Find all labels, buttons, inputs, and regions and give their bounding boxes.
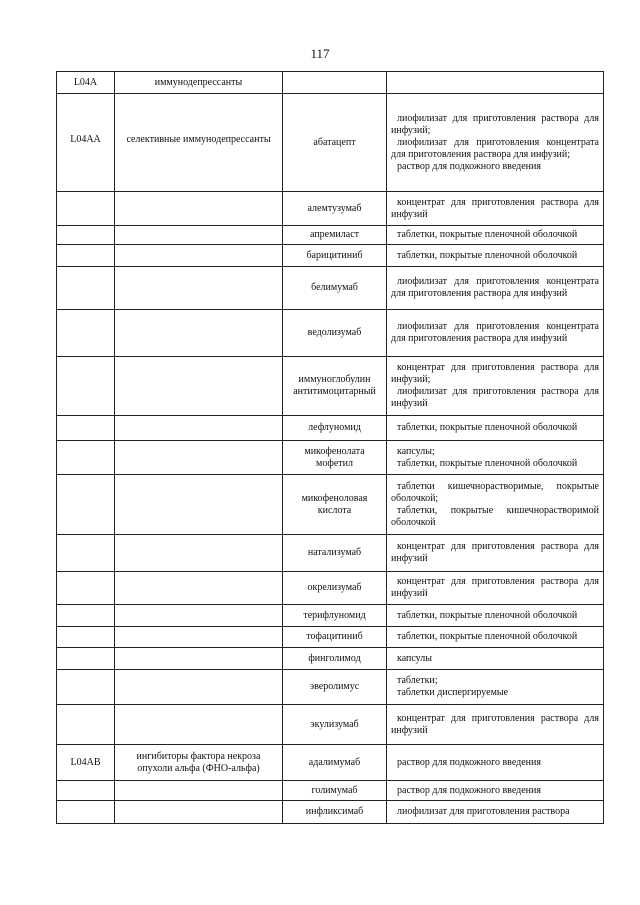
table-row (57, 670, 604, 705)
table-row (57, 441, 604, 475)
dosage-form-line: лиофилизат для приготовления концентрата для приготовления раствора для инфузий; (391, 136, 599, 160)
pharm-group-cell: селективные иммунодепрессанты (115, 94, 283, 192)
dosage-form-cell (387, 801, 604, 824)
atc-code-cell (57, 226, 115, 245)
drug-name-cell: экулизумаб (283, 705, 387, 745)
dosage-form-cell (387, 605, 604, 627)
drug-name-cell: адалимумаб (283, 745, 387, 781)
dosage-form-cell (387, 535, 604, 572)
dosage-form-cell (387, 192, 604, 226)
dosage-form-cell (387, 441, 604, 475)
drug-name-cell: терифлуномид (283, 605, 387, 627)
dosage-form-line: концентрат для приготовления раствора для инфузий; (391, 362, 599, 385)
drug-name-cell: алемтузумаб (283, 192, 387, 226)
table-row (57, 416, 604, 441)
dosage-form-cell (387, 670, 604, 705)
pharm-group-cell (115, 441, 283, 475)
table-row (57, 535, 604, 572)
table-row (57, 245, 604, 267)
pharm-group-cell (115, 267, 283, 310)
table-row (57, 310, 604, 357)
pharm-group-cell (115, 605, 283, 627)
dosage-form-cell (387, 745, 604, 781)
dosage-form-cell (387, 416, 604, 441)
drug-name-cell: натализумаб (283, 535, 387, 572)
drug-name-cell: белимумаб (283, 267, 387, 310)
dosage-form-line: таблетки, покрытые пленочной оболочкой (397, 422, 578, 433)
atc-code-cell (57, 416, 115, 441)
dosage-form-cell (387, 475, 604, 535)
drug-name-cell: эверолимус (283, 670, 387, 705)
dosage-form-line: таблетки кишечнорастворимые, покрытые оболочкой; (391, 480, 599, 504)
drug-name-cell: окрелизумаб (283, 572, 387, 605)
drug-name-cell: голимумаб (283, 781, 387, 801)
dosage-form-cell (387, 648, 604, 670)
dosage-form-cell (387, 267, 604, 310)
dosage-form-cell (387, 357, 604, 416)
dosage-form-cell (387, 627, 604, 648)
dosage-form-cell (387, 572, 604, 605)
dosage-form-line: раствор для подкожного введения (397, 756, 541, 768)
drug-name-cell: апремиласт (283, 226, 387, 245)
atc-code-cell (57, 357, 115, 416)
pharm-group-cell (115, 705, 283, 745)
table-row (57, 605, 604, 627)
dosage-form-line: таблетки, покрытые кишечнорастворимой оболочкой (391, 504, 599, 528)
atc-code-cell (57, 705, 115, 745)
drug-name-cell: микофеноловая кислота (283, 475, 387, 535)
dosage-form-line: концентрат для приготовления раствора для инфузий (391, 196, 599, 220)
drug-name-cell (283, 72, 387, 94)
table-row (57, 475, 604, 535)
drug-name-cell: тофацитиниб (283, 627, 387, 648)
table-row (57, 648, 604, 670)
pharm-group-cell: ингибиторы фактора некроза опухоли альфа (ФНО-альфа) (115, 745, 283, 781)
atc-code-cell (57, 535, 115, 572)
atc-code-cell (57, 801, 115, 824)
atc-code-cell: L04AB (57, 745, 115, 781)
dosage-form-cell (387, 310, 604, 357)
atc-code-cell (57, 310, 115, 357)
atc-code-cell (57, 192, 115, 226)
dosage-form-line: концентрат для приготовления раствора для инфузий (391, 576, 599, 599)
pharm-group-cell (115, 670, 283, 705)
atc-code-cell (57, 572, 115, 605)
atc-code-cell (57, 245, 115, 267)
atc-code-cell (57, 267, 115, 310)
atc-code-cell (57, 648, 115, 670)
dosage-form-line: таблетки диспергируемые (397, 687, 509, 698)
drug-name-cell: барицитиниб (283, 245, 387, 267)
pharm-group-cell (115, 192, 283, 226)
pharm-group-cell (115, 310, 283, 357)
pharm-group-cell (115, 627, 283, 648)
pharm-group-cell (115, 535, 283, 572)
dosage-form-line: лиофилизат для приготовления раствора для инфузий (391, 386, 599, 409)
table-row (57, 94, 604, 192)
pharm-group-cell (115, 475, 283, 535)
atc-code-cell: L04A (57, 72, 115, 94)
dosage-form-line: лиофилизат для приготовления концентрата для приготовления раствора для инфузий (391, 276, 599, 299)
pharm-group-cell (115, 245, 283, 267)
dosage-form-line: таблетки, покрытые пленочной оболочкой (397, 631, 578, 642)
page-number: 117 (310, 46, 330, 61)
dosage-form-line: таблетки, покрытые пленочной оболочкой (397, 249, 578, 261)
pharm-group-cell (115, 801, 283, 824)
dosage-form-line: концентрат для приготовления раствора для инфузий (391, 712, 599, 736)
drug-name-cell: инфликсимаб (283, 801, 387, 824)
pharm-group-cell: иммунодепрессанты (115, 72, 283, 94)
table-row (57, 745, 604, 781)
pharm-group-cell (115, 572, 283, 605)
dosage-form-line: концентрат для приготовления раствора для инфузий (391, 541, 599, 564)
drug-table (56, 71, 604, 824)
table-row (57, 72, 604, 94)
atc-code-cell (57, 441, 115, 475)
drug-name-cell: финголимод (283, 648, 387, 670)
drug-name-cell: абатацепт (283, 94, 387, 192)
atc-code-cell (57, 605, 115, 627)
table-row (57, 627, 604, 648)
drug-name-cell: ведолизумаб (283, 310, 387, 357)
table-row (57, 572, 604, 605)
atc-code-cell (57, 781, 115, 801)
dosage-form-line: лиофилизат для приготовления концентрата для приготовления раствора для инфузий (391, 321, 599, 344)
dosage-form-cell (387, 705, 604, 745)
dosage-form-line: таблетки, покрытые пленочной оболочкой (397, 229, 578, 240)
dosage-form-line: капсулы; (397, 445, 435, 457)
table-row (57, 267, 604, 310)
drug-name-cell: микофенолата мофетил (283, 441, 387, 475)
dosage-form-line: лиофилизат для приготовления раствора (397, 806, 570, 817)
table-row (57, 192, 604, 226)
table-row (57, 705, 604, 745)
dosage-form-cell (387, 72, 604, 94)
dosage-form-cell (387, 245, 604, 267)
atc-code-cell (57, 475, 115, 535)
dosage-form-cell (387, 781, 604, 801)
drug-name-cell: иммуноглобулин антитимоцитарный (283, 357, 387, 416)
dosage-form-line: раствор для подкожного введения (397, 784, 541, 796)
atc-code-cell (57, 670, 115, 705)
dosage-form-line: таблетки; (397, 675, 438, 686)
drug-name-cell: лефлуномид (283, 416, 387, 441)
pharm-group-cell (115, 648, 283, 670)
dosage-form-cell (387, 226, 604, 245)
table-row (57, 801, 604, 824)
atc-code-cell (57, 627, 115, 648)
pharm-group-cell (115, 416, 283, 441)
dosage-form-line: лиофилизат для приготовления раствора для инфузий; (391, 112, 599, 136)
dosage-form-line: раствор для подкожного введения (397, 160, 541, 172)
pharm-group-cell (115, 226, 283, 245)
pharm-group-cell (115, 357, 283, 416)
table-row (57, 226, 604, 245)
dosage-form-line: капсулы (397, 652, 432, 664)
dosage-form-cell (387, 94, 604, 192)
dosage-form-line: таблетки, покрытые пленочной оболочкой (397, 609, 578, 621)
pharm-group-cell (115, 781, 283, 801)
atc-code-cell: L04AA (57, 94, 115, 192)
table-row (57, 781, 604, 801)
dosage-form-line: таблетки, покрытые пленочной оболочкой (397, 457, 578, 469)
table-row (57, 357, 604, 416)
